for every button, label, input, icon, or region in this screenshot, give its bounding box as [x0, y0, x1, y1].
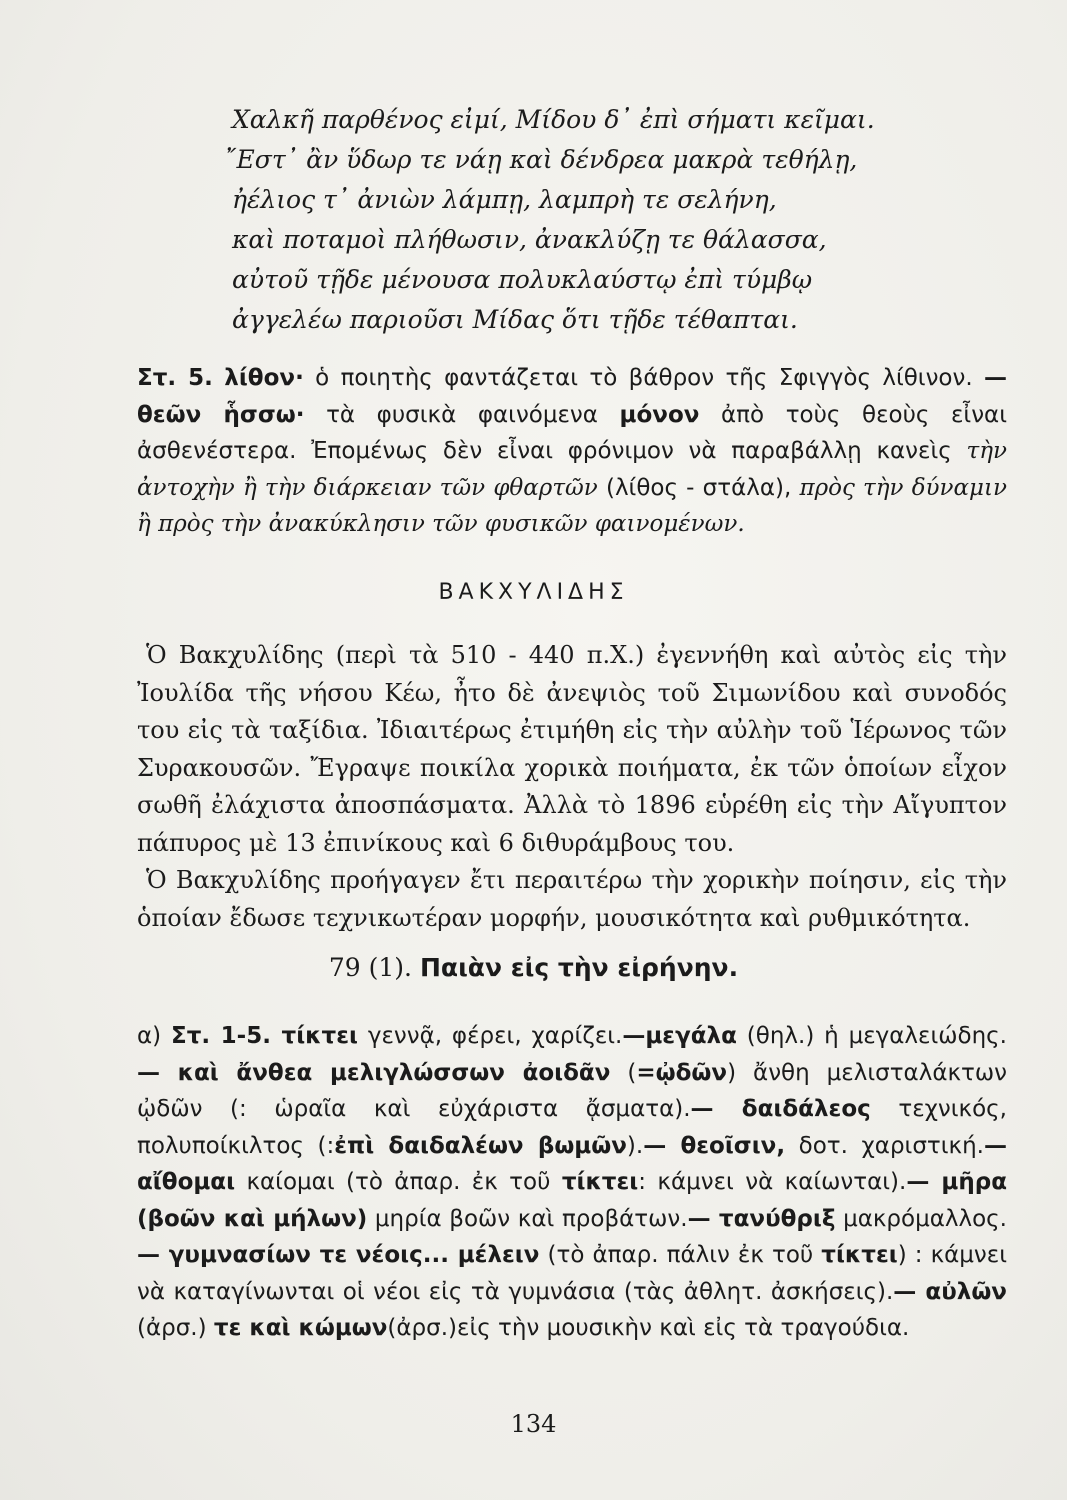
lemma: — τανύθριξ	[687, 1205, 836, 1232]
italic-phrase: τὴν ἀντοχὴν ἢ τὴν διάρκειαν τῶν φθαρτῶν	[137, 438, 1007, 501]
ode-number: 79 (1).	[328, 953, 413, 982]
paragraph: Ὁ Βακχυλίδης προήγαγεν ἔτι περαιτέρω τὴν χορικὴν ποίησιν, εἰς τὴν ὁποίαν ἔδωσε τεχνικωτέραν μορφήν, μουσικότητα καὶ ρυθμικότητα.	[137, 866, 1007, 932]
lemma: τίκτει	[821, 1242, 898, 1268]
commentary-verse-5	[137, 360, 1007, 543]
item-letter: α)	[137, 1023, 171, 1049]
lemma: — μῆρα (βοῶν καὶ μήλων)	[137, 1169, 1007, 1232]
gloss: (τὸ ἀπαρ. πάλιν ἐκ τοῦ	[539, 1242, 822, 1268]
lemma: ἐπὶ δαιδαλέων βωμῶν	[334, 1132, 627, 1159]
ode-name: Παιὰν εἰς τὴν εἰρήνην.	[419, 953, 739, 982]
gloss: (λίθος - στάλα),	[597, 474, 800, 501]
poem-line: Χαλκῆ παρθένος εἰμί, Μίδου δ᾽ ἐπὶ σήματι κεῖμαι.	[232, 105, 875, 134]
poem-line: αὐτοῦ τῇδε μένουσα πολυκλαύστῳ ἐπὶ τύμβῳ	[232, 265, 813, 294]
lemma: τίκτει	[270, 1023, 358, 1049]
gloss: δοτ. χαριστική.	[785, 1132, 984, 1159]
verse-label: Στ. 1-5.	[171, 1023, 271, 1049]
lemma: λίθον·	[224, 365, 304, 391]
page-number: 134	[510, 1410, 557, 1438]
gloss: ).	[626, 1132, 644, 1159]
gloss: μακρόμαλλος.	[835, 1205, 1007, 1232]
gloss: καίομαι (τὸ ἀπαρ. ἐκ τοῦ	[235, 1169, 562, 1195]
poem-line: ἀγγελέω παριοῦσι Μίδας ὅτι τῇδε τέθαπται.	[232, 305, 798, 334]
lemma: — αὐλῶν	[893, 1278, 1007, 1305]
gloss: (ἀρσ.)	[137, 1315, 214, 1341]
lemma: τίκτει	[561, 1169, 639, 1195]
poem-line: καὶ ποταμοὶ πλήθωσιν, ἀνακλύζῃ τε θάλασσα,	[232, 225, 827, 254]
ode-title	[0, 953, 1067, 982]
lemma: — γυμνασίων τε νέοις... μέλειν	[137, 1242, 540, 1268]
lemma: =ᾠδῶν	[636, 1059, 728, 1086]
section-heading: ΒΑΚΧΥΛΙΔΗΣ	[438, 580, 629, 605]
paragraph: Ὁ Βακχυλίδης (περὶ τὰ 510 - 440 π.Χ.) ἐγεννήθη καὶ αὐτὸς εἰς τὴν Ἰουλίδα τῆς νήσου Κέω, ἦτο δὲ ἀνεψιὸς τοῦ Σιμωνίδου καὶ συνοδός του εἰς τὰ ταξίδια. Ἰδιαιτέρως ἐτιμήθη εἰς τὴν αὐλὴν τοῦ Ἱέρωνος τῶν Συρακουσῶν. Ἔγραψε ποικίλα χορικὰ ποιήματα, ἐκ τῶν ὁποίων εἶχον σωθῆ ἐλάχιστα ἀποσπάσματα. Ἀλλὰ τὸ 1896 εὑρέθη εἰς τὴν Αἴγυπτον πάπυρος μὲ 13 ἐπινίκους καὶ 6 διθυράμβους του.	[137, 641, 1007, 857]
gloss: (	[610, 1059, 637, 1086]
italic-phrase: πρὸς τὴν δύναμιν ἢ πρὸς τὴν ἀνακύκλησιν τῶν φυσικῶν φαινομένων.	[137, 474, 1007, 537]
gloss: τὰ φυσικὰ φαινόμενα	[304, 401, 620, 428]
lemma: —μεγάλα	[622, 1023, 737, 1049]
lemma: — δαιδάλεος	[690, 1096, 871, 1122]
lemma: — καὶ ἄνθεα μελιγλώσσων ἀοιδᾶν	[137, 1059, 611, 1086]
commentary-verses-1-5	[137, 1018, 1007, 1347]
gloss: μηρία βοῶν καὶ προβάτων.	[367, 1205, 688, 1232]
poem-line: ῎Εστ᾽ ἂν ὕδωρ τε νάῃ καὶ δένδρεα μακρὰ τεθήλῃ,	[224, 145, 858, 174]
gloss: ) : κάμνει νὰ καταγίνωνται οἱ νέοι εἰς τὰ γυμνάσια (τὰς ἀθλητ. ἀσκήσεις).	[137, 1242, 1007, 1305]
lemma: τε καὶ κώμων	[213, 1315, 388, 1341]
poem-line: ἠέλιος τ᾽ ἀνιὼν λάμπῃ, λαμπρὴ τε σελήνη,	[232, 185, 777, 214]
lemma: —αἴθομαι	[137, 1132, 1007, 1195]
epigram-poem	[224, 100, 875, 340]
gloss: (ἀρσ.)εἰς τὴν μουσικὴν καὶ εἰς τὰ τραγούδια.	[387, 1315, 910, 1341]
lemma: μόνον	[619, 401, 700, 428]
gloss: ὁ ποιητὴς φαντάζεται τὸ βάθρον τῆς Σφιγγὸς λίθινον.	[303, 365, 973, 391]
lemma: —θεῶν ἧσσω·	[137, 365, 1008, 428]
gloss: γεννᾷ, φέρει, χαρίζει.	[357, 1023, 623, 1049]
verse-label: Στ. 5.	[137, 365, 213, 391]
gloss: : κάμνει νὰ καίωνται).	[638, 1169, 907, 1195]
lemma: — θεοῖσιν,	[643, 1132, 786, 1159]
gloss: ) ἄνθη μελισταλάκτων ᾠδῶν (: ὡραῖα καὶ εὐχάριστα ᾄσματα).	[137, 1059, 1007, 1122]
gloss: (θηλ.) ἡ μεγαλειώδης.	[736, 1023, 1007, 1049]
biography-text	[137, 637, 1007, 937]
gloss: τεχνικός, πολυποίκιλτος (:	[137, 1096, 1007, 1159]
gloss: ἀπὸ τοὺς θεοὺς εἶναι ἀσθενέστερα. Ἐπομένως δὲν εἶναι φρόνιμον νὰ παραβάλλῃ κανεὶς	[137, 401, 1007, 464]
